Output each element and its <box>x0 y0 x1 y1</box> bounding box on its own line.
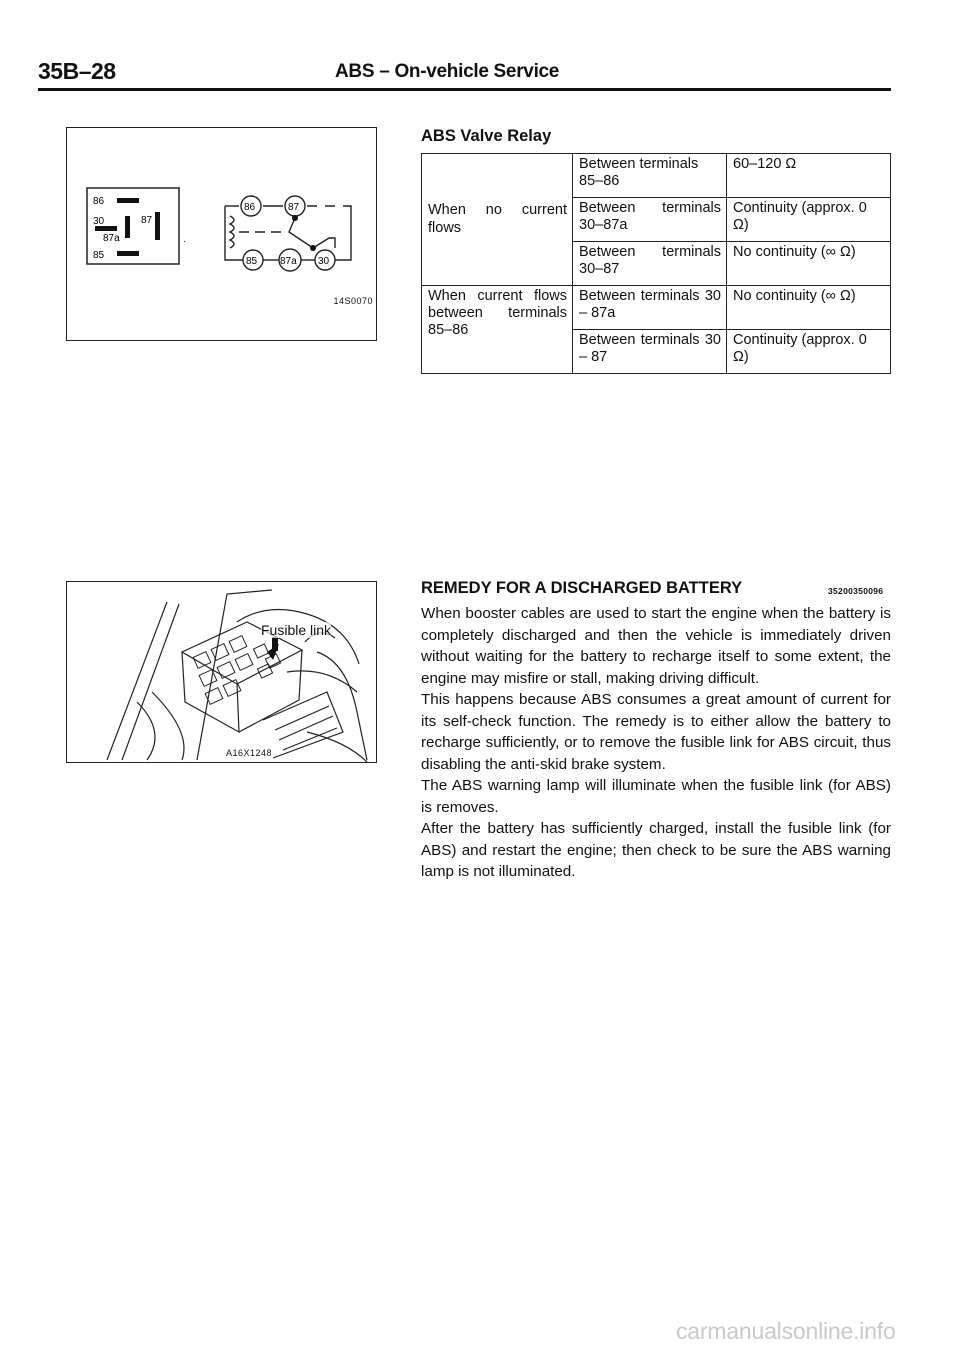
value-cell: 60–120 Ω <box>727 154 891 198</box>
page-number: 35B–28 <box>38 58 116 84</box>
terminals-cell: Between terminals 85–86 <box>573 154 727 198</box>
connector-label-30: 30 <box>93 216 105 227</box>
condition-cell: When current flows between terminals 85–86 <box>422 286 573 374</box>
circuit-label-87a: 87a <box>280 256 297 267</box>
relay-figure-code: 14S0070 <box>333 296 373 306</box>
fuse-figure-code: A16X1248 <box>225 748 272 758</box>
value-cell: Continuity (approx. 0 Ω) <box>727 198 891 242</box>
watermark: carmanualsonline.info <box>676 1318 896 1344</box>
remedy-code: 35200350096 <box>828 586 884 596</box>
circuit-label-87: 87 <box>288 202 300 213</box>
value-cell: No continuity (∞ Ω) <box>727 286 891 330</box>
terminals-cell: Between terminals 30 – 87a <box>573 286 727 330</box>
remedy-body <box>421 603 891 883</box>
remedy-paragraph: This happens because ABS consumes a great amount of current for its self-check function. The remedy is to either allow the battery to recharge sufficiently, or to remove the fusible link for ABS circuit, thus disabling the anti-skid brake system. <box>421 691 891 773</box>
terminals-cell: Between terminals 30 – 87 <box>573 330 727 374</box>
connector-label-86: 86 <box>93 196 105 207</box>
relay-diagram <box>67 128 376 340</box>
connector-label-85: 85 <box>93 250 105 261</box>
remedy-title: REMEDY FOR A DISCHARGED BATTERY <box>421 579 743 597</box>
remedy-paragraph: After the battery has sufficiently charged, install the fusible link (for ABS) and restart the engine; then check to be sure the ABS warning lamp is not illuminated. <box>421 820 891 880</box>
relay-spec-table <box>421 153 891 374</box>
engine-bay-illustration <box>67 582 376 762</box>
remedy-paragraph: The ABS warning lamp will illuminate when the fusible link (for ABS) is removes. <box>421 777 891 816</box>
remedy-paragraph: When booster cables are used to start the engine when the battery is completely discharged and then the vehicle is immediately driven without waiting for the battery to recharge itself to some extent, the engine may misfire or stall, making driving difficult. <box>421 605 891 687</box>
value-cell: Continuity (approx. 0 Ω) <box>727 330 891 374</box>
relay-diagram-figure <box>66 127 377 341</box>
terminals-cell: Between terminals 30–87a <box>573 198 727 242</box>
circuit-label-86: 86 <box>244 202 256 213</box>
header-rule <box>38 88 891 91</box>
condition-cell: When no current flows <box>422 154 573 286</box>
terminals-cell: Between terminals 30–87 <box>573 242 727 286</box>
fusible-link-label: Fusible link <box>261 622 332 638</box>
connector-label-87: 87 <box>141 215 153 226</box>
circuit-label-30: 30 <box>318 256 330 267</box>
fusible-link-figure <box>66 581 377 763</box>
value-cell: No continuity (∞ Ω) <box>727 242 891 286</box>
table-row <box>422 154 891 198</box>
table-row <box>422 286 891 330</box>
relay-connector-face <box>87 188 186 264</box>
section-title: ABS – On-vehicle Service <box>335 61 560 82</box>
connector-label-87a: 87a <box>103 233 120 244</box>
circuit-label-85: 85 <box>246 256 258 267</box>
svg-text:·: · <box>183 236 187 247</box>
relay-section-title: ABS Valve Relay <box>421 127 552 145</box>
